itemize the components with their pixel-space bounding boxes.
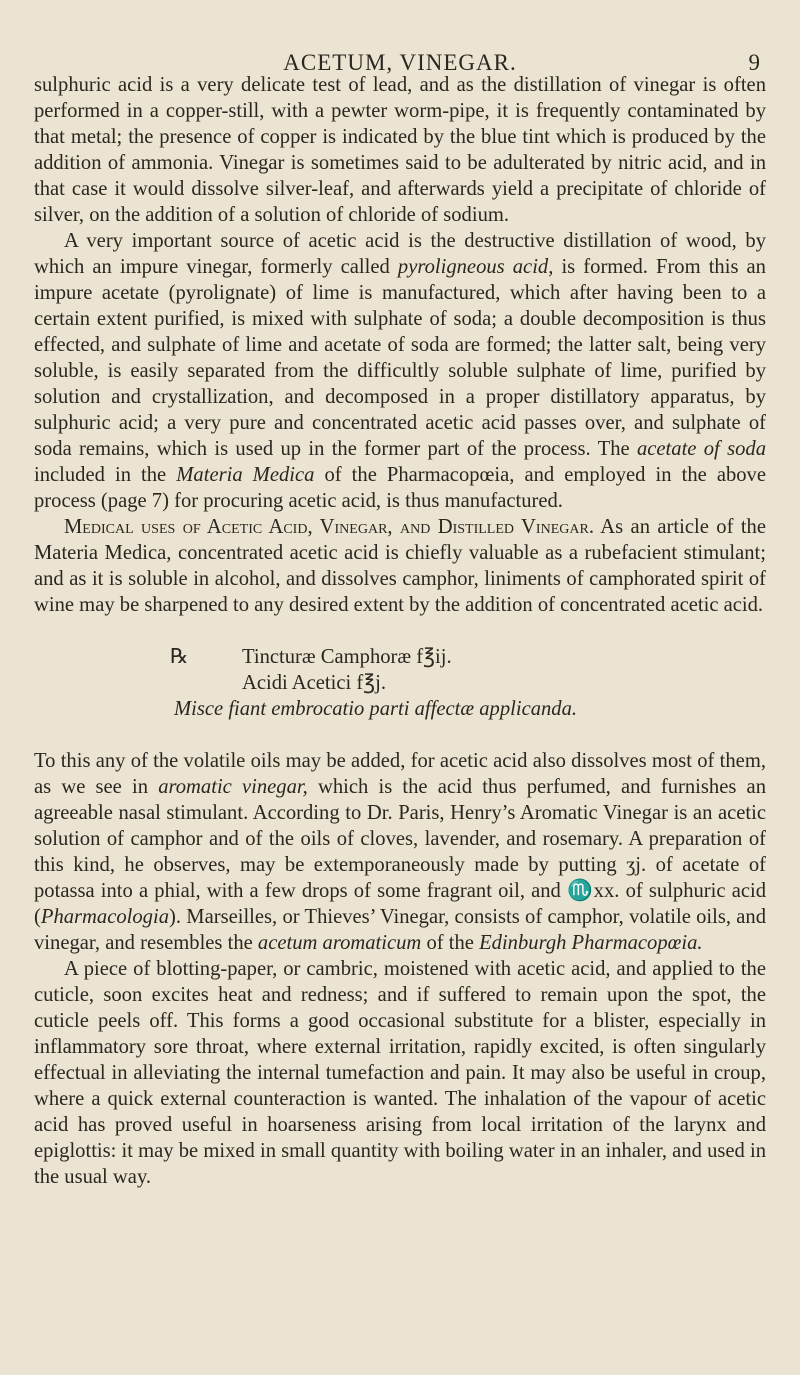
term-acetate-of-soda: acetate of soda (636, 438, 766, 460)
text-run: included in the (34, 464, 177, 486)
section-heading-medical-uses: Medical uses of Acetic Acid, Vinegar, and Distilled Vinegar. (64, 516, 594, 538)
term-edinburgh-pharmacopoeia: Edinburgh Pharmacopœia. (479, 932, 703, 954)
term-materia-medica: Materia Medica (176, 464, 315, 486)
term-pharmacologia: Pharmacologia (40, 906, 169, 928)
text-run: To this any of the volatile oils may be added, for acetic acid also dissolves most of them, as we see in (34, 750, 766, 798)
formula-directions: Misce fiant embrocatio parti affectæ applicanda. (174, 698, 578, 720)
formula-ingredient-2: Acidi Acetici f℥j. (242, 672, 386, 694)
text-run: of the (421, 932, 480, 954)
paragraph-aromatic-vinegar (34, 748, 766, 956)
running-title: ACETUM, VINEGAR. (283, 50, 517, 75)
text-run: of the Pharmacopœia, and employed in the above process (page 7) for procuring acetic acid, is thus manufactured. (34, 464, 766, 512)
prescription-formula (34, 644, 766, 722)
text-run: is formed. From this an impure acetate (pyrolignate) of lime is manufactured, which after having been to a certain extent purified, is mixed with sulphate of soda; a double decomposition is thus effected, and sulphate of lime and acetate of soda are formed; the latter salt, being very soluble, is easily separated from the difficultly soluble sulphate of lime, purified by solution and crystallization, and decomposed in a proper distillatory apparatus, by sulphuric acid; a very pure and concentrated acetic acid passes over, and sulphate of soda remains, which is used up in the former part of the process. The (34, 256, 766, 460)
recipe-symbol: ℞ (170, 646, 189, 668)
page-number: 9 (748, 50, 760, 75)
paragraph-medical-uses (34, 514, 766, 618)
running-head (34, 20, 766, 75)
term-aromatic-vinegar: aromatic vinegar, (158, 776, 308, 798)
text-run: ). Marseilles, or Thieves’ Vinegar, consists of camphor, volatile oils, and vinegar, and resembles the (34, 906, 766, 954)
formula-ingredient-1: Tincturæ Camphoræ f℥ij. (242, 646, 452, 668)
paragraph-lead-test: sulphuric acid is a very delicate test of lead, and as the distillation of vinegar is often performed in a copper-still, with a pewter worm-pipe, it is frequently contaminated by that metal; the presence of copper is indicated by the blue tint which is produced by the addition of ammonia. Vinegar is sometimes said to be adulterated by nitric acid, and in that case it would dissolve silver-leaf, and afterwards yield a precipitate of chloride of silver, on the addition of a solution of chloride of sodium. (34, 74, 766, 226)
paragraph-wood-distillation (34, 228, 766, 514)
text-run: A very important source of acetic acid is the destructive distillation of wood, by which an impure vinegar, formerly called (34, 230, 766, 278)
paragraph-blotting-paper: A piece of blotting-paper, or cambric, moistened with acetic acid, and applied to the cuticle, soon excites heat and redness; and if suffered to remain upon the spot, the cuticle peels off. This forms a good occasional substitute for a blister, especially in inflammatory sore throat, where external irritation, rapidly excited, is often singularly effectual in alleviating the internal tumefaction and pain. It may also be useful in croup, where a quick external counteraction is wanted. The inhalation of the vapour of acetic acid has proved useful in hoarseness arising from local irritation of the larynx and epiglottis: it may be mixed in small quantity with boiling water in an inhaler, and used in the usual way. (34, 958, 766, 1188)
term-pyroligneous-acid: pyroligneous acid, (397, 256, 554, 278)
formula-line-1 (34, 644, 766, 670)
term-acetum-aromaticum: acetum aromaticum (257, 932, 422, 954)
text-run: which is the acid thus perfumed, and furnishes an agreeable nasal stimulant. According to Dr. Paris, Henry’s Aromatic Vinegar is an acetic solution of camphor and of the oils of cloves, lavender, and rosemary. A preparation of this kind, he observes, may be extemporaneously made by putting ʒj. of acetate of potassa into a phial, with a few drops of some fragrant oil, and ♏xx. of sulphuric acid ( (34, 776, 766, 928)
text-run: As an article of the Materia Medica, concentrated acetic acid is chiefly valuable as a rubefacient stimulant; and as it is soluble in alcohol, and dissolves camphor, liniments of camphorated spirit of wine may be sharpened to any desired extent by the addition of concentrated acetic acid. (34, 516, 766, 616)
